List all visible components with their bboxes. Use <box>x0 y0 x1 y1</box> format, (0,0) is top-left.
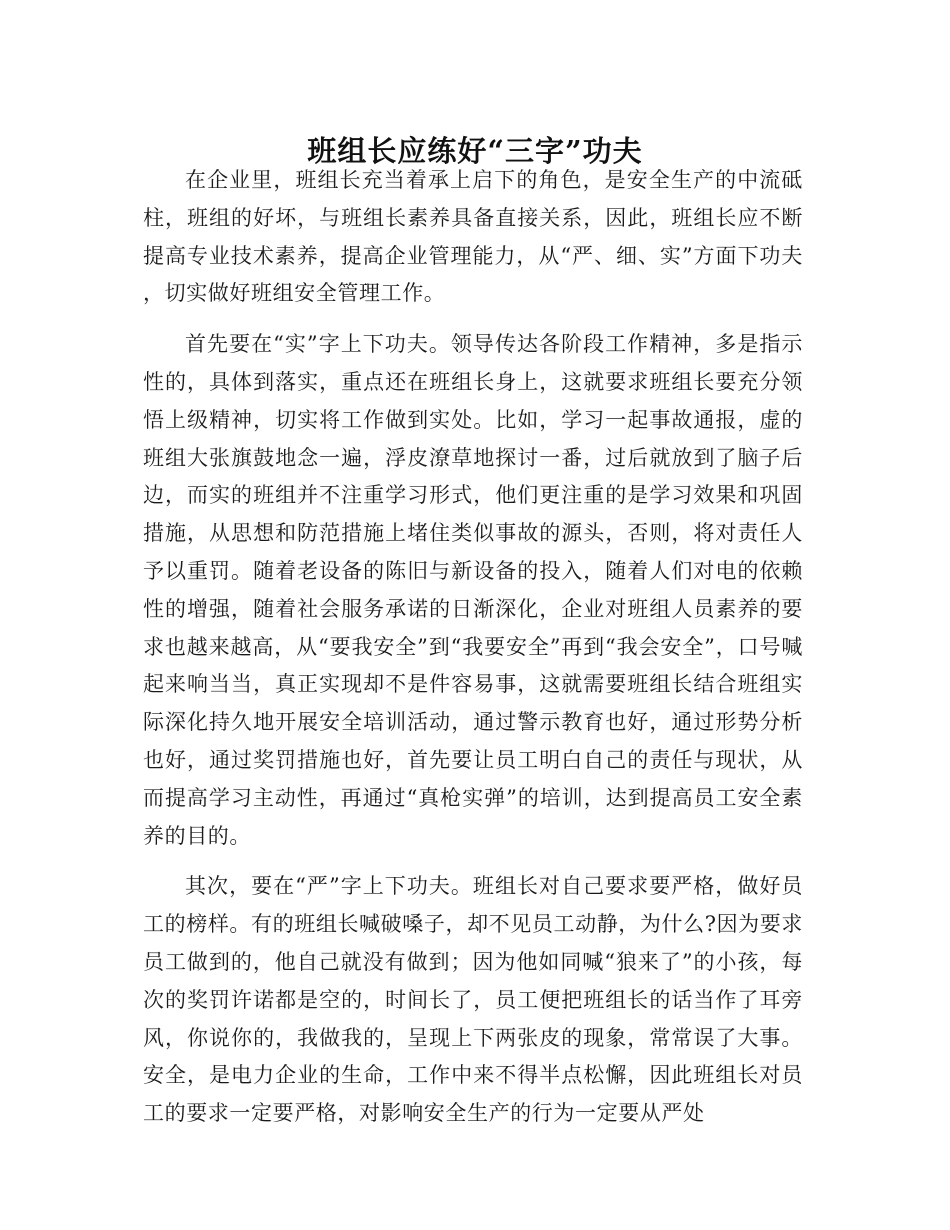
paragraph-intro: 在企业里，班组长充当着承上启下的角色，是安全生产的中流砥柱，班组的好坏，与班组长素养具备直接关系，因此，班组长应不断提高专业技术素养，提高企业管理能力，从“严、细、实”方面下功夫，切实做好班组安全管理工作。 <box>143 168 803 306</box>
paragraph-shi: 首先要在“实”字上下功夫。领导传达各阶段工作精神，多是指示性的，具体到落实，重点还在班组长身上，这就要求班组长要充分领悟上级精神，切实将工作做到实处。比如，学习一起事故通报，虚的班组大张旗鼓地念一遍，浮皮潦草地探讨一番，过后就放到了脑子后边，而实的班组并不注重学习形式，他们更注重的是学习效果和巩固措施，从思想和防范措施上堵住类似事故的源头，否则，将对责任人予以重罚。随着老设备的陈旧与新设备的投入，随着人们对电的依赖性的增强，随着社会服务承诺的日渐深化，企业对班组人员素养的要求也越来越高，从“要我安全”到“我要安全”再到“我会安全”，口号喊起来响当当，真正实现却不是件容易事，这就需要班组长结合班组实际深化持久地开展安全培训活动，通过警示教育也好，通过形势分析也好，通过奖罚措施也好，首先要让员工明白自己的责任与现状，从而提高学习主动性，再通过“真枪实弹”的培训，达到提高员工安全素养的目的。 <box>143 332 803 848</box>
paragraph-yan: 其次，要在“严”字上下功夫。班组长对自己要求要严格，做好员工的榜样。有的班组长喊破嗓子，却不见员工动静，为什么?因为要求员工做到的，他自己就没有做到；因为他如同喊“狼来了”的小孩，每次的奖罚许诺都是空的，时间长了，员工便把班组长的话当作了耳旁风，你说你的，我做我的，呈现上下两张皮的现象，常常误了大事。安全，是电力企业的生命，工作中来不得半点松懈，因此班组长对员工的要求一定要严格，对影响安全生产的行为一定要从严处 <box>143 874 803 1126</box>
document-title: 班组长应练好“三字”功夫 <box>307 134 643 169</box>
document-body <box>143 162 803 1133</box>
